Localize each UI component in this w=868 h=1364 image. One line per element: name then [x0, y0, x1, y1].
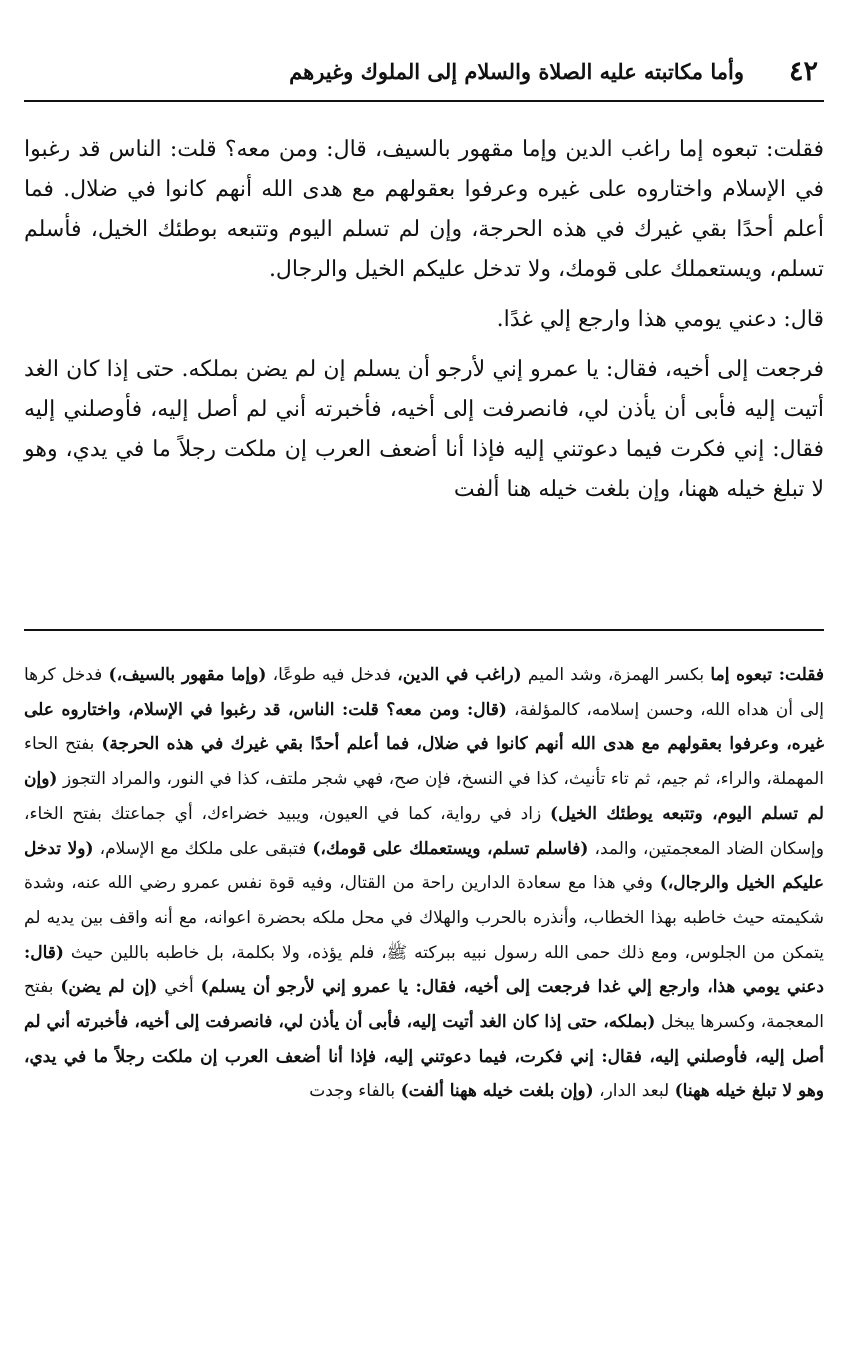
quoted-text: (وإن لم تسلم اليوم، وتتبعه يوطئك الخيل) — [24, 769, 824, 824]
commentary-note: زاد في رواية، كما في العيون، ويبيد خضراءك، أي جماعتك بفتح الخاء، وإسكان الضاد المعجمتين، والمد، — [24, 803, 824, 859]
commentary-rule — [24, 629, 824, 631]
commentary-text — [24, 658, 824, 1109]
quoted-text: (بملكه، حتى إذا كان الغد أتيت إليه، فأبى أن يأذن لي، فانصرفت إلى أخيه، فأخبرته أني لم أصل إليه، فأوصلني إليه، فقال: إني فكرت، فيما دعوتني إليه، فإذا أنا أضعف العرب إن ملكت رجلاً ما في يدي، وهو لا تبلغ خيله ههنا) — [24, 1012, 824, 1102]
quoted-text: (قال: ومن معه؟ قلت: الناس، قد رغبوا في الإسلام، واختاروه على غيره، وعرفوا بعقولهم مع هدى الله أنهم كانوا في ضلال، فما أعلم أحدًا بقي غيرك في هذه الحرجة) — [24, 699, 825, 755]
quoted-text: فقلت: تبعوه إما — [710, 665, 825, 685]
commentary-note: فدخل كرها إلى أن هداه الله، وحسن إسلامه، كالمؤلفة، — [24, 665, 825, 720]
quoted-text: (وإما مقهور بالسيف،) — [108, 665, 267, 685]
quoted-text: (فاسلم تسلم، ويستعملك على قومك،) — [312, 838, 589, 859]
commentary-note: بفتح المعجمة، وكسرها يبخل — [24, 977, 824, 1033]
main-text — [24, 130, 824, 510]
commentary-note: بالفاء وجدت — [309, 1081, 401, 1102]
header-rule — [24, 100, 824, 102]
quoted-text: (راغب في الدين، — [397, 665, 522, 685]
main-paragraph: فقلت: تبعوه إما راغب الدين وإما مقهور بالسيف، قال: ومن معه؟ قلت: الناس قد رغبوا في الإسلام واختاروه على غيره وعرفوا بعقولهم مع هدى الله أنهم كانوا في ضلال. فما أعلم أحدًا بقي غيرك في هذه الحرجة، وإن لم تسلم اليوم وتتبعه بوطئك الخيل، فأسلم تسلم، ويستعملك على قومك، ولا تدخل عليكم الخيل والرجال. — [24, 137, 824, 282]
quoted-text: (قال: دعني يومي هذا، وارجع إلي غدا فرجعت إلى أخيه، فقال: يا عمرو إني لأرجو أن يسلم) — [24, 942, 824, 998]
main-paragraph: فرجعت إلى أخيه، فقال: يا عمرو إني لأرجو أن يسلم إن لم يضن بملكه. حتى إذا كان الغد أتيت إليه فأبى أن يأذن لي، فانصرفت إلى أخيه، فأخبرته أني لم أصل إليه، فأوصلني إليه فقال: إني فكرت فيما دعوتني إليه فإذا أنا أضعف العرب إن ملكت رجلاً ما في يدي، وهو لا تبلغ خيله ههنا، وإن بلغت خيله هنا ألفت — [24, 357, 824, 502]
page-number: ٤٢ — [788, 56, 818, 87]
main-paragraph: قال: دعني يومي هذا وارجع إلي غدًا. — [496, 307, 824, 332]
commentary-paragraph — [24, 658, 824, 1109]
commentary-note: وفي هذا مع سعادة الدارين راحة من القتال، وفيه قوة نفس عمرو رضي الله عنه، وشدة شكيمته حيث خاطبه بهذا الخطاب، وأنذره بالحرب والهلاك في محل ملكه بحضرة اعوانه، مع أنه واقف بين يديه لم يتمكن من الجلوس، ومع ذلك حمى الله رسول نبيه ببركته ﷺ، فلم يؤذه، ولا بكلمة، بل خاطبه باللين حيث — [24, 873, 824, 963]
quoted-text: (ولا تدخل عليكم الخيل والرجال،) — [24, 838, 824, 894]
commentary-note: فدخل فيه طوعًا، — [266, 665, 398, 685]
quoted-text: (وإن بلغت خيله ههنا ألفت) — [400, 1081, 594, 1102]
commentary-note: بفتح الحاء المهملة، والراء، ثم جيم، ثم تاء تأنيث، كذا في النسخ، فإن صح، فهي شجر ملتف، كذا في النور، والمراد التجوز — [24, 734, 824, 790]
book-page — [24, 0, 824, 1364]
commentary-note: لبعد الدار، — [593, 1081, 675, 1102]
commentary-note: فتبقى على ملكك مع الإسلام، — [93, 838, 313, 859]
commentary-note: بكسر الهمزة، وشد الميم — [521, 665, 711, 685]
commentary-note: أخي — [157, 977, 201, 998]
running-title: وأما مكاتبته عليه الصلاة والسلام إلى الملوك وغيرهم — [289, 59, 744, 84]
quoted-text: (إن لم يضن) — [60, 977, 158, 998]
page-header — [24, 52, 824, 92]
